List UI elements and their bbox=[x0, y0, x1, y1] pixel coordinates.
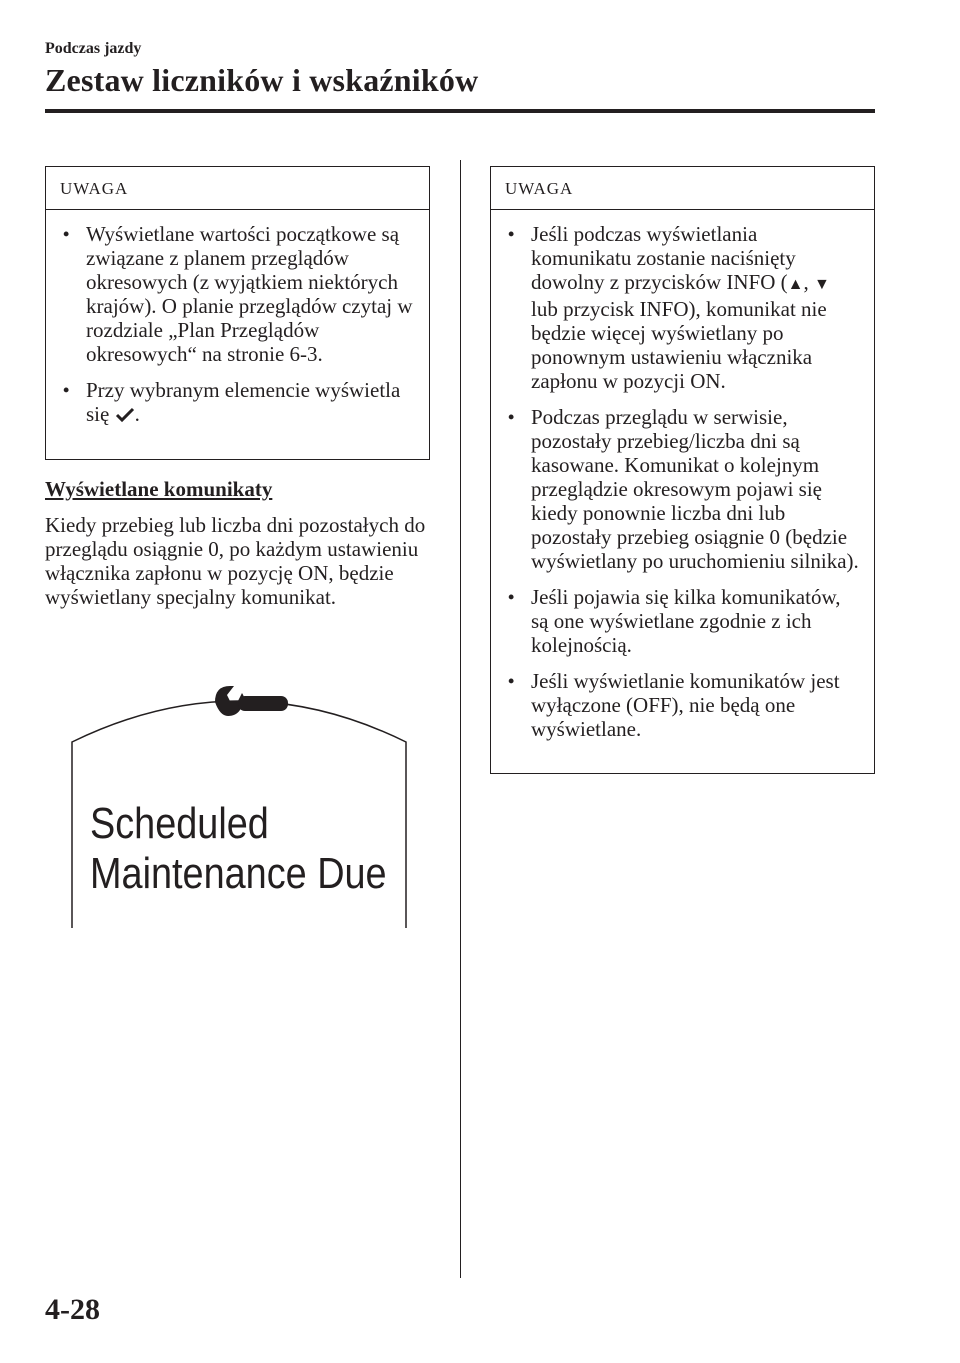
checkmark-icon bbox=[115, 404, 135, 428]
list-item bbox=[60, 222, 415, 366]
list-item bbox=[505, 585, 860, 657]
list-item-text: , bbox=[803, 270, 809, 294]
list-item bbox=[505, 669, 860, 741]
list-item bbox=[60, 378, 415, 428]
page-number: 4-28 bbox=[45, 1293, 100, 1326]
note-heading: UWAGA bbox=[491, 167, 874, 210]
note-heading: UWAGA bbox=[46, 167, 429, 210]
list-item-text: Jeśli pojawia się kilka komunikatów, są one wyświetlane zgodnie z ich kolejnością. bbox=[531, 585, 841, 657]
section-heading: Wyświetlane komunikaty bbox=[45, 477, 273, 501]
body-paragraph: Kiedy przebieg lub liczba dni pozostałych do przeglądu osiągnie 0, po każdym ustawieniu włącznika zapłonu w pozycję ON, będzie wyświetlany specjalny komunikat. bbox=[45, 513, 426, 609]
down-arrow-icon: ▼ bbox=[813, 276, 830, 293]
note-list bbox=[491, 210, 874, 741]
list-item-text: Podczas przeglądu w serwisie, pozostały przebieg/liczba dni są kasowane. Komunikat o kolejnym przeglądzie okresowym pojawi się kiedy ponownie liczba dni lub pozostały przebieg osiągnie 0 (będzie wyświetlany po uruchomieniu silnika). bbox=[531, 405, 859, 573]
list-item-text: Przy wybranym elemencie wyświetla się bbox=[86, 378, 401, 426]
display-message-line-1: Scheduled bbox=[90, 799, 269, 848]
list-item-text: Wyświetlane wartości początkowe są związane z planem przeglądów okresowych (z wyjątkiem niektórych krajów). O planie przeglądów czytaj w rozdziale „Plan Przeglądów okresowych“ na stronie 6-3. bbox=[86, 222, 413, 366]
list-item-text: Jeśli wyświetlanie komunikatów jest wyłączone (OFF), nie będą one wyświetlane. bbox=[531, 669, 840, 741]
page-title: Zestaw liczników i wskaźników bbox=[45, 62, 479, 98]
list-item-text-end: . bbox=[134, 402, 140, 426]
title-rule bbox=[45, 109, 875, 113]
list-item-text: lub przycisk INFO), komunikat nie będzie więcej wyświetlany po ponownym ustawieniu włącznika zapłonu w pozycji ON. bbox=[531, 297, 827, 393]
display-message-line-2: Maintenance Due bbox=[90, 849, 387, 898]
note-list bbox=[46, 210, 429, 428]
note-box-right bbox=[490, 166, 875, 774]
list-item bbox=[505, 222, 860, 393]
bullet-icon: • bbox=[508, 671, 515, 691]
bullet-icon: • bbox=[63, 380, 70, 400]
section-kicker: Podczas jazdy bbox=[45, 40, 142, 57]
list-item-text: Jeśli podczas wyświetlania komunikatu zostanie naciśnięty dowolny z przycisków INFO ( bbox=[531, 222, 796, 294]
bullet-icon: • bbox=[508, 587, 515, 607]
bullet-icon: • bbox=[508, 407, 515, 427]
list-item bbox=[505, 405, 860, 573]
bullet-icon: • bbox=[508, 224, 515, 244]
wrench-icon bbox=[215, 686, 288, 716]
bullet-icon: • bbox=[63, 224, 70, 244]
column-divider bbox=[460, 160, 461, 1278]
up-arrow-icon: ▲ bbox=[787, 276, 804, 293]
note-box-left bbox=[45, 166, 430, 460]
